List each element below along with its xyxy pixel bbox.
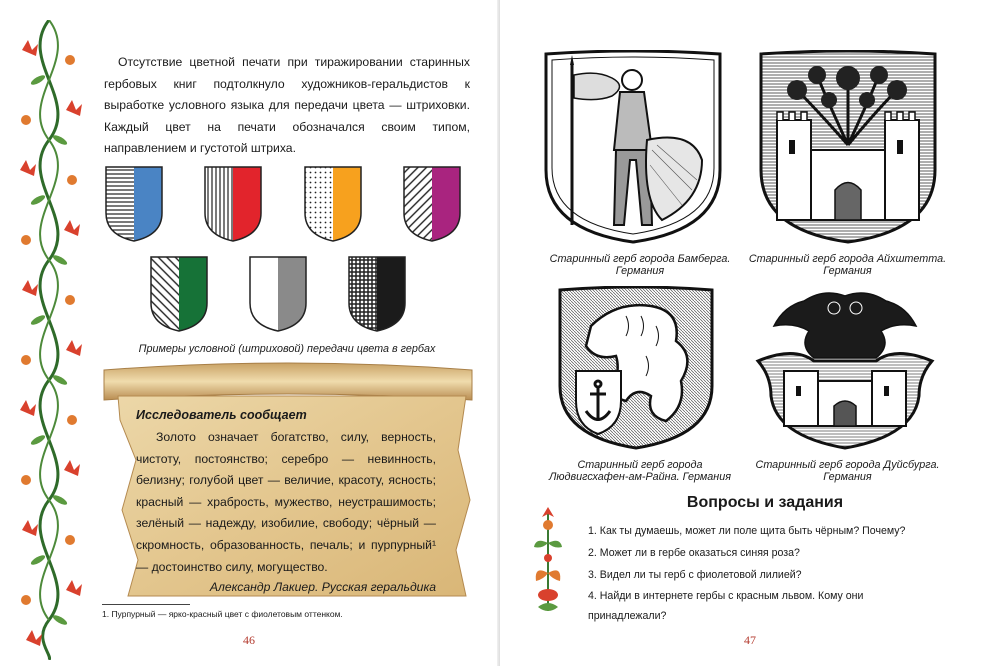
intro-paragraph: Отсутствие цветной печати при тиражировании старинных гербовых книг подтолкнуло художников-геральдистов к выработке условного языка для передачи цвета — штриховки. Каждый цвет на печати обозначался своим типом, направлением и густотой штриха. (104, 55, 470, 156)
caption-duisburg-line2: Германия (823, 471, 872, 483)
caption-eichstaett-line2: Германия (823, 265, 872, 277)
scroll-title: Исследователь сообщает (136, 408, 307, 422)
page-number-right: 47 (744, 633, 756, 647)
question-item: 2. Может ли в гербе оказаться синяя роза? (588, 547, 800, 559)
shield-hatched-blue (104, 165, 164, 243)
page-number-left: 46 (243, 633, 255, 647)
caption-ludwigshafen-line1: Старинный герб города (577, 459, 703, 471)
shield-hatched-purple (402, 165, 462, 243)
footnote: 1. Пурпурный — ярко-красный цвет с фиолетовым оттенком. (102, 609, 343, 619)
question-item: 1. Как ты думаешь, может ли поле щита быть чёрным? Почему? (588, 525, 906, 537)
caption-eichstaett (745, 253, 950, 277)
coat-of-arms-bamberg (542, 50, 724, 245)
questions-list (588, 520, 918, 626)
caption-duisburg (745, 459, 950, 483)
caption-duisburg-line1: Старинный герб города Дуйсбурга. (755, 459, 940, 471)
shield-hatched-green (149, 255, 209, 333)
question-item: 4. Найди в интернете гербы с красным львом. Кому они принадлежали? (588, 590, 864, 622)
scroll-text-block (136, 408, 436, 594)
caption-ludwigshafen (540, 459, 740, 483)
caption-bamberg (540, 253, 740, 277)
shield-hatched-black (347, 255, 407, 333)
scroll-body-text: Золото означает богатство, силу, верность, чистоту, постоянство; серебро — невинность, белизну; голубой цвет — величие, красоту, ясность; красный — храбрость, мужество, неустрашимость; зелёный — надежду, изобилие, свободу; чёрный — скромность, образованность, печаль; и пурпурный¹ — достоинство силу, могущество. (136, 430, 436, 574)
floral-ornament-icon (530, 503, 566, 616)
shield-color-fill (134, 165, 164, 243)
caption-bamberg-line2: Германия (615, 265, 665, 277)
coat-of-arms-eichstaett (757, 50, 939, 245)
footnote-divider (102, 604, 190, 605)
coat-of-arms-duisburg (754, 286, 936, 451)
shield-hatched-orange (303, 165, 363, 243)
shield-hatched-red (203, 165, 263, 243)
scroll-signature: Александр Лакиер. Русская геральдика (209, 580, 436, 595)
shields-caption: Примеры условной (штриховой) передачи цвета в гербах (138, 343, 436, 355)
caption-ludwigshafen-line2: Людвигсхафен-ам-Райна. Германия (548, 471, 732, 483)
coat-of-arms-ludwigshafen (556, 286, 716, 451)
floral-border-ornament (8, 20, 90, 660)
caption-eichstaett-line1: Старинный герб города Айхштетта. (748, 253, 947, 265)
caption-bamberg-line1: Старинный герб города Бамберга. (549, 253, 731, 265)
shield-plain-grey (248, 255, 308, 333)
question-item: 3. Видел ли ты герб с фиолетовой лилией? (588, 569, 802, 581)
questions-title: Вопросы и задания (686, 494, 844, 511)
